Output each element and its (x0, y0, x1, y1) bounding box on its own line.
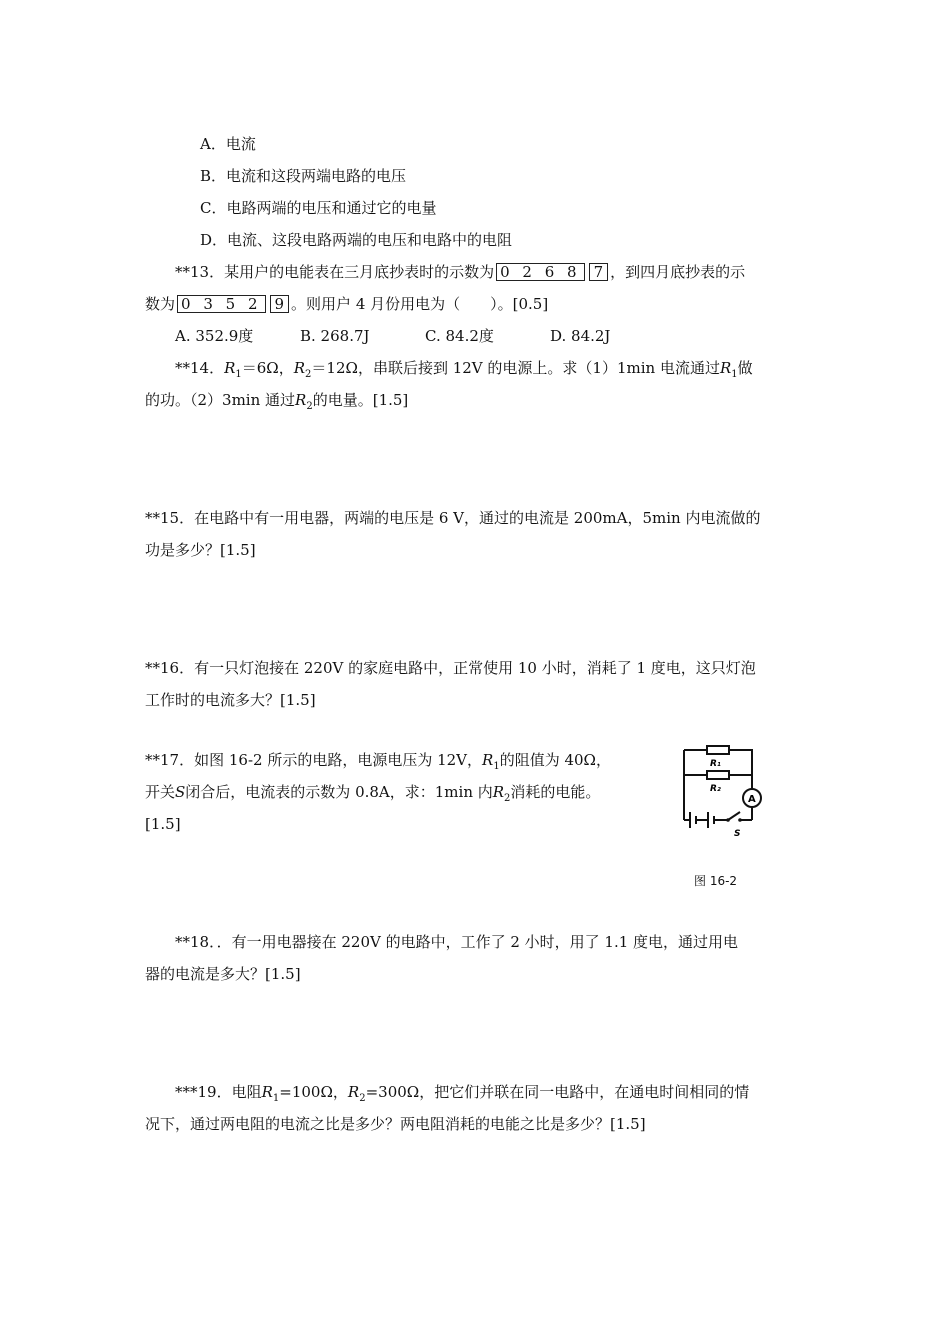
circuit-diagram (660, 738, 780, 848)
q14-text-4: 做 (737, 359, 753, 377)
q19-text-2: =100Ω， (279, 1083, 348, 1101)
q14-line2-text-2: 的电量。[1.5] (312, 391, 409, 409)
q19-text-1: ***19．电阻 (175, 1083, 262, 1101)
q19-text-3: =300Ω，把它们并联在同一电路中，在通电时间相同的情 (365, 1083, 750, 1101)
resistor-r2-icon (707, 771, 729, 779)
q13-options (175, 326, 675, 346)
q17-text-2: 的阻值为 40Ω， (499, 751, 611, 769)
figure-caption: 图 16-2 (694, 874, 738, 888)
switch-icon (728, 812, 740, 820)
q15-line-1: **15．在电路中有一用电器，两端的电压是 6 V，通过的电流是 200mA，5min 内电流做的 (145, 509, 761, 527)
q19-r2-sub: 2 (359, 1093, 366, 1104)
resistor-r1-icon (707, 746, 729, 754)
q13-line2-prefix: 数为 (145, 295, 176, 313)
q17-line2-text-1: 开关 (145, 783, 176, 801)
q13-option-b: B. 268.7J (300, 327, 370, 345)
q13-option-a: A. 352.9度 (175, 327, 254, 345)
q13-suffix: 。则用户 4 月份用电为（ ）。[0.5] (291, 295, 549, 313)
label-ammeter: A (748, 794, 756, 805)
meter-reading-april-digits: 0 3 5 2 (177, 295, 265, 313)
q16-line-2: 工作时的电流多大？[1.5] (145, 691, 316, 709)
q14-line-1 (175, 358, 753, 385)
q14-text-2: ＝6Ω， (241, 359, 294, 377)
q14-line-2 (145, 390, 408, 417)
wire-top-right (729, 750, 752, 775)
q14-r2: R (293, 359, 306, 377)
q14-line2-r-sub: 2 (306, 401, 313, 412)
q13-option-d: D. 84.2J (550, 327, 611, 345)
q14-r2-sub: 2 (305, 369, 312, 380)
q17-line-1 (145, 750, 611, 777)
q17-r2: R (492, 783, 505, 801)
q17-r1-sub: 1 (493, 761, 500, 772)
q19-r1: R (261, 1083, 273, 1101)
q14-line2-r: R (295, 391, 307, 409)
q17-text-1: **17．如图 16-2 所示的电路，电源电压为 12V， (145, 751, 483, 769)
q12-option-a: A．电流 (200, 135, 256, 153)
q13-option-c: C. 84.2度 (425, 327, 494, 345)
q14-text-3: ＝12Ω，串联后接到 12V 的电源上。求（1）1min 电流通过 (311, 359, 720, 377)
q14-r3-sub: 1 (731, 369, 738, 380)
q19-line-1 (175, 1082, 749, 1109)
q17-line-3: [1.5] (145, 815, 181, 833)
label-switch: S (734, 829, 741, 839)
q12-option-c: C．电路两端的电压和通过它的电量 (200, 199, 437, 217)
label-r1: R₁ (710, 759, 721, 769)
q14-r1-sub: 1 (235, 369, 242, 380)
q17-r2-sub: 2 (504, 793, 511, 804)
q19-line-2: 况下，通过两电阻的电流之比是多少？两电阻消耗的电能之比是多少？[1.5] (145, 1115, 646, 1133)
q13-line-2 (145, 294, 548, 314)
q14-r3: R (719, 359, 732, 377)
q18-line-1: **18．．有一用电器接在 220V 的电路中，工作了 2 小时，用了 1.1 度电，通过用电 (175, 933, 739, 951)
q19-r2: R (347, 1083, 360, 1101)
q17-r1: R (482, 751, 494, 769)
q17-line2-text-2: 闭合后，电流表的示数为 0.8A，求：1min 内 (185, 783, 493, 801)
meter-reading-april-decimal: 9 (270, 295, 290, 313)
q18-line-2: 器的电流是多大？[1.5] (145, 965, 301, 983)
q13-line-1 (175, 262, 745, 282)
q14-line2-text-1: 的功。（2）3min 通过 (145, 391, 296, 409)
q19-r1-sub: 1 (272, 1093, 280, 1104)
q13-mid: ，到四月底抄表的示 (610, 263, 746, 281)
q12-option-b: B．电流和这段两端电路的电压 (200, 167, 407, 185)
q12-option-d: D．电流、这段电路两端的电压和电路中的电阻 (200, 231, 513, 249)
meter-reading-march-digits: 0 2 6 8 (496, 263, 584, 281)
q13-prefix: **13．某用户的电能表在三月底抄表时的示数为 (175, 263, 495, 281)
q17-line2-text-3: 消耗的电能。 (510, 783, 601, 801)
q14-number: **14． (175, 359, 225, 377)
meter-reading-march-decimal: 7 (589, 263, 609, 281)
q14-r1: R (224, 359, 236, 377)
label-r2: R₂ (710, 784, 721, 794)
q15-line-2: 功是多少？[1.5] (145, 541, 256, 559)
q17-line-2 (145, 782, 600, 809)
q16-line-1: **16．有一只灯泡接在 220V 的家庭电路中，正常使用 10 小时，消耗了 1 度电，这只灯泡 (145, 659, 756, 677)
q17-switch-s: S (175, 783, 186, 801)
